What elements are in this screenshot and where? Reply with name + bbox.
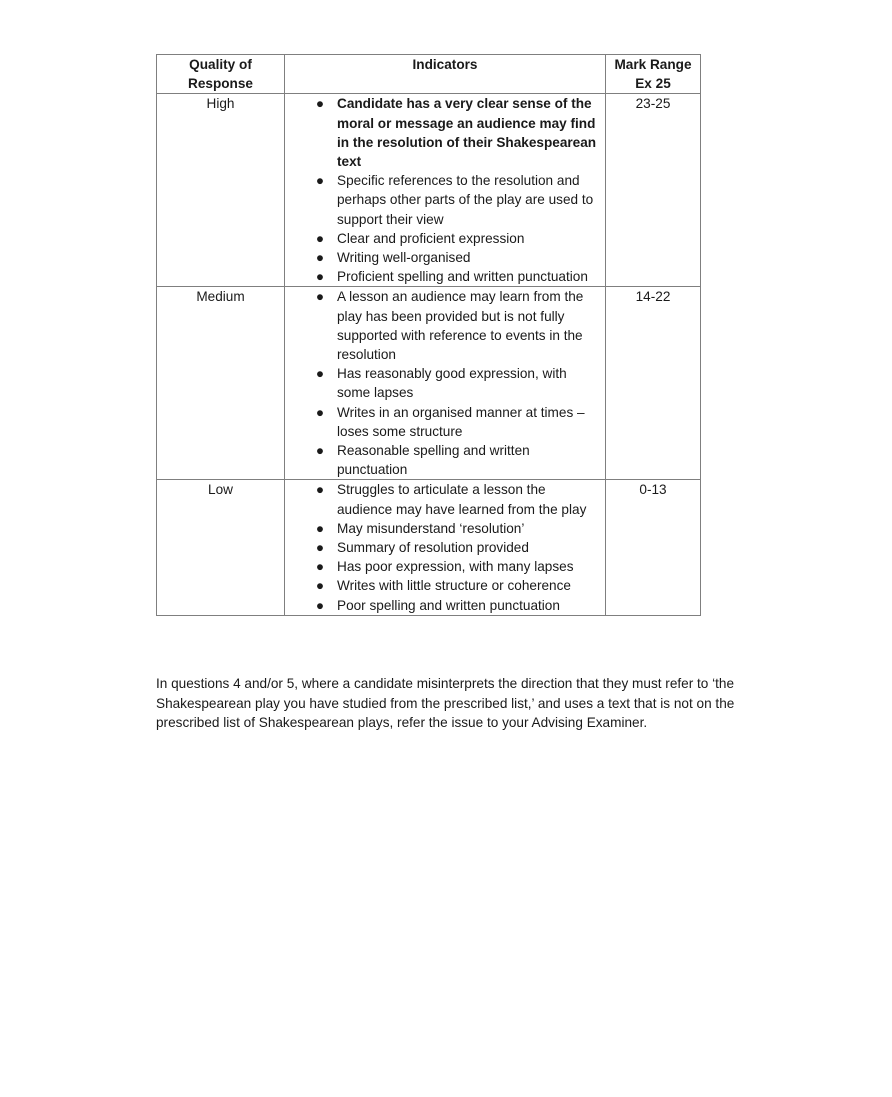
indicators-cell xyxy=(285,480,606,615)
indicator-item: ● Specific references to the resolution and perhaps other parts of the play are used to support their view xyxy=(315,173,594,227)
mark-range: 14-22 xyxy=(606,287,701,480)
indicator-list xyxy=(285,480,605,614)
indicator-item: ● Struggles to articulate a lesson the audience may have learned from the play xyxy=(315,482,587,517)
mark-range: 23-25 xyxy=(606,94,701,287)
bullet-icon: ● xyxy=(315,443,325,459)
indicators-cell xyxy=(285,287,606,480)
bullet-icon: ● xyxy=(315,96,325,112)
indicator-item: ● May misunderstand ‘resolution’ xyxy=(337,519,601,538)
header-mark-range: Mark Range Ex 25 xyxy=(606,55,701,94)
bullet-icon: ● xyxy=(315,230,325,246)
indicator-item: ● Candidate has a very clear sense of the moral or message an audience may find in the resolution of their Shakespearean text xyxy=(315,96,597,170)
advising-examiner-note: In questions 4 and/or 5, where a candidate misinterprets the direction that they must refer to ‘the Shakespearean play you have studied from the prescribed list,’ and uses a text that is not on the prescribed list of Shakespearean plays, refer the issue to your Advising Examiner. xyxy=(156,676,735,731)
bullet-icon: ● xyxy=(315,520,325,536)
quality-level: Low xyxy=(157,480,285,615)
bullet-icon: ● xyxy=(315,366,325,382)
bullet-icon: ● xyxy=(315,559,325,575)
bullet-icon: ● xyxy=(315,578,325,594)
marking-rubric-table xyxy=(156,54,701,616)
bullet-icon: ● xyxy=(315,540,325,556)
indicator-item: ● Proficient spelling and written punctuation xyxy=(337,267,601,286)
indicator-item: ● Writes with little structure or coherence xyxy=(337,576,601,595)
mark-range: 0-13 xyxy=(606,480,701,615)
bullet-icon: ● xyxy=(315,597,325,613)
header-indicators: Indicators xyxy=(285,55,606,94)
indicators-cell xyxy=(285,94,606,287)
indicator-item: ● Writing well-organised xyxy=(337,248,601,267)
header-quality-of-response: Quality of Response xyxy=(157,55,285,94)
indicator-list xyxy=(285,287,605,479)
bullet-icon: ● xyxy=(315,269,325,285)
quality-level: Medium xyxy=(157,287,285,480)
bullet-icon: ● xyxy=(315,482,325,498)
table-row-high xyxy=(157,94,701,287)
bullet-icon: ● xyxy=(315,289,325,305)
indicator-item: ● Has poor expression, with many lapses xyxy=(337,557,601,576)
indicator-item: ● Summary of resolution provided xyxy=(337,538,601,557)
indicator-item: ● A lesson an audience may learn from the play has been provided but is not fully supported with reference to events in the resolution xyxy=(315,289,584,363)
indicator-item: ● Has reasonably good expression, with some lapses xyxy=(315,366,567,401)
table-row-medium xyxy=(157,287,701,480)
indicator-item: ● Poor spelling and written punctuation xyxy=(337,596,601,615)
bullet-icon: ● xyxy=(315,404,325,420)
quality-level: High xyxy=(157,94,285,287)
indicator-item: ● Writes in an organised manner at times – loses some structure xyxy=(315,404,585,439)
indicator-list xyxy=(285,94,605,286)
bullet-icon: ● xyxy=(315,250,325,266)
table-header-row xyxy=(157,55,701,94)
indicator-item: ● Clear and proficient expression xyxy=(337,229,601,248)
table-row-low xyxy=(157,480,701,615)
bullet-icon: ● xyxy=(315,173,325,189)
indicator-item: ● Reasonable spelling and written punctuation xyxy=(315,443,530,478)
